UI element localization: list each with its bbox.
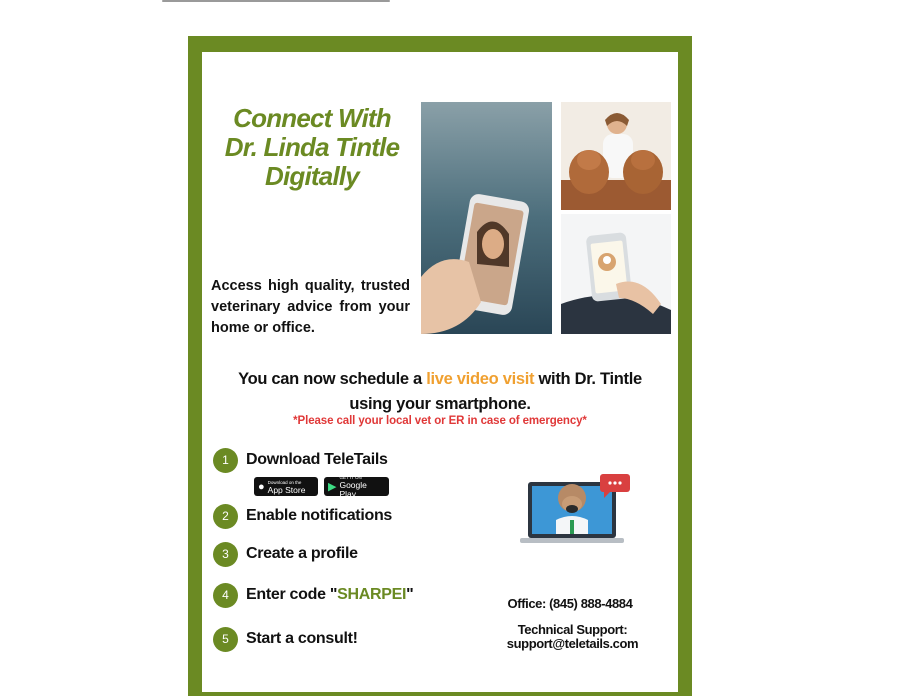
step-label: Create a profile — [246, 545, 358, 562]
photo-doctor-with-dogs — [561, 102, 671, 210]
step-number: 5 — [213, 627, 238, 652]
schedule-text-end: with Dr. Tintle using your smartphone. — [349, 370, 642, 413]
schedule-text-start: You can now schedule a — [238, 370, 427, 388]
step-label: Enable notifications — [246, 507, 393, 524]
step-code — [213, 582, 413, 608]
play-icon: ▶ — [328, 481, 337, 493]
google-play-badge[interactable] — [324, 475, 389, 499]
code-suffix: " — [406, 586, 414, 603]
promo-code: SHARPEI — [337, 586, 407, 603]
step-number: 1 — [213, 448, 238, 473]
step-label: Start a consult! — [246, 630, 358, 647]
office-phone: Office: (845) 888-4884 — [507, 596, 633, 611]
app-store-badge[interactable] — [254, 477, 318, 496]
step-label: Download TeleTails — [246, 451, 388, 468]
step-number: 4 — [213, 583, 238, 608]
photo-phone-app — [561, 214, 671, 334]
step-download — [213, 447, 388, 473]
step-profile — [213, 541, 358, 567]
schedule-highlight: live video visit — [426, 370, 535, 388]
intro-text: Access high quality, trusted veterinary advice from your home or office. — [211, 278, 410, 336]
code-prefix: Enter code " — [246, 586, 338, 603]
photo-video-call — [421, 102, 552, 334]
schedule-message — [215, 367, 665, 417]
badge-small-text: Download on the — [267, 479, 302, 485]
badge-small-text: GET IT ON — [339, 475, 362, 480]
support-email: support@teletails.com — [506, 636, 639, 651]
technical-support — [480, 623, 665, 651]
step-label — [246, 586, 413, 604]
apple-icon: ● — [258, 480, 265, 493]
support-label: Technical Support: — [517, 622, 628, 637]
step-consult — [213, 626, 358, 652]
headline — [212, 104, 412, 191]
step-number: 2 — [213, 504, 238, 529]
step-notifications — [213, 503, 392, 529]
badge-big-text: Google Play — [339, 480, 367, 499]
top-scroll-bar — [162, 0, 390, 2]
badge-big-text: App Store — [267, 484, 306, 495]
headline-line-3: Digitally — [265, 161, 359, 191]
headline-line-2: Dr. Linda Tintle — [224, 132, 400, 162]
emergency-note: *Please call your local vet or ER in case of emergency* — [293, 415, 587, 427]
telehealth-laptop-illustration — [518, 470, 634, 546]
headline-line-1: Connect With — [233, 103, 391, 133]
step-number: 3 — [213, 542, 238, 567]
